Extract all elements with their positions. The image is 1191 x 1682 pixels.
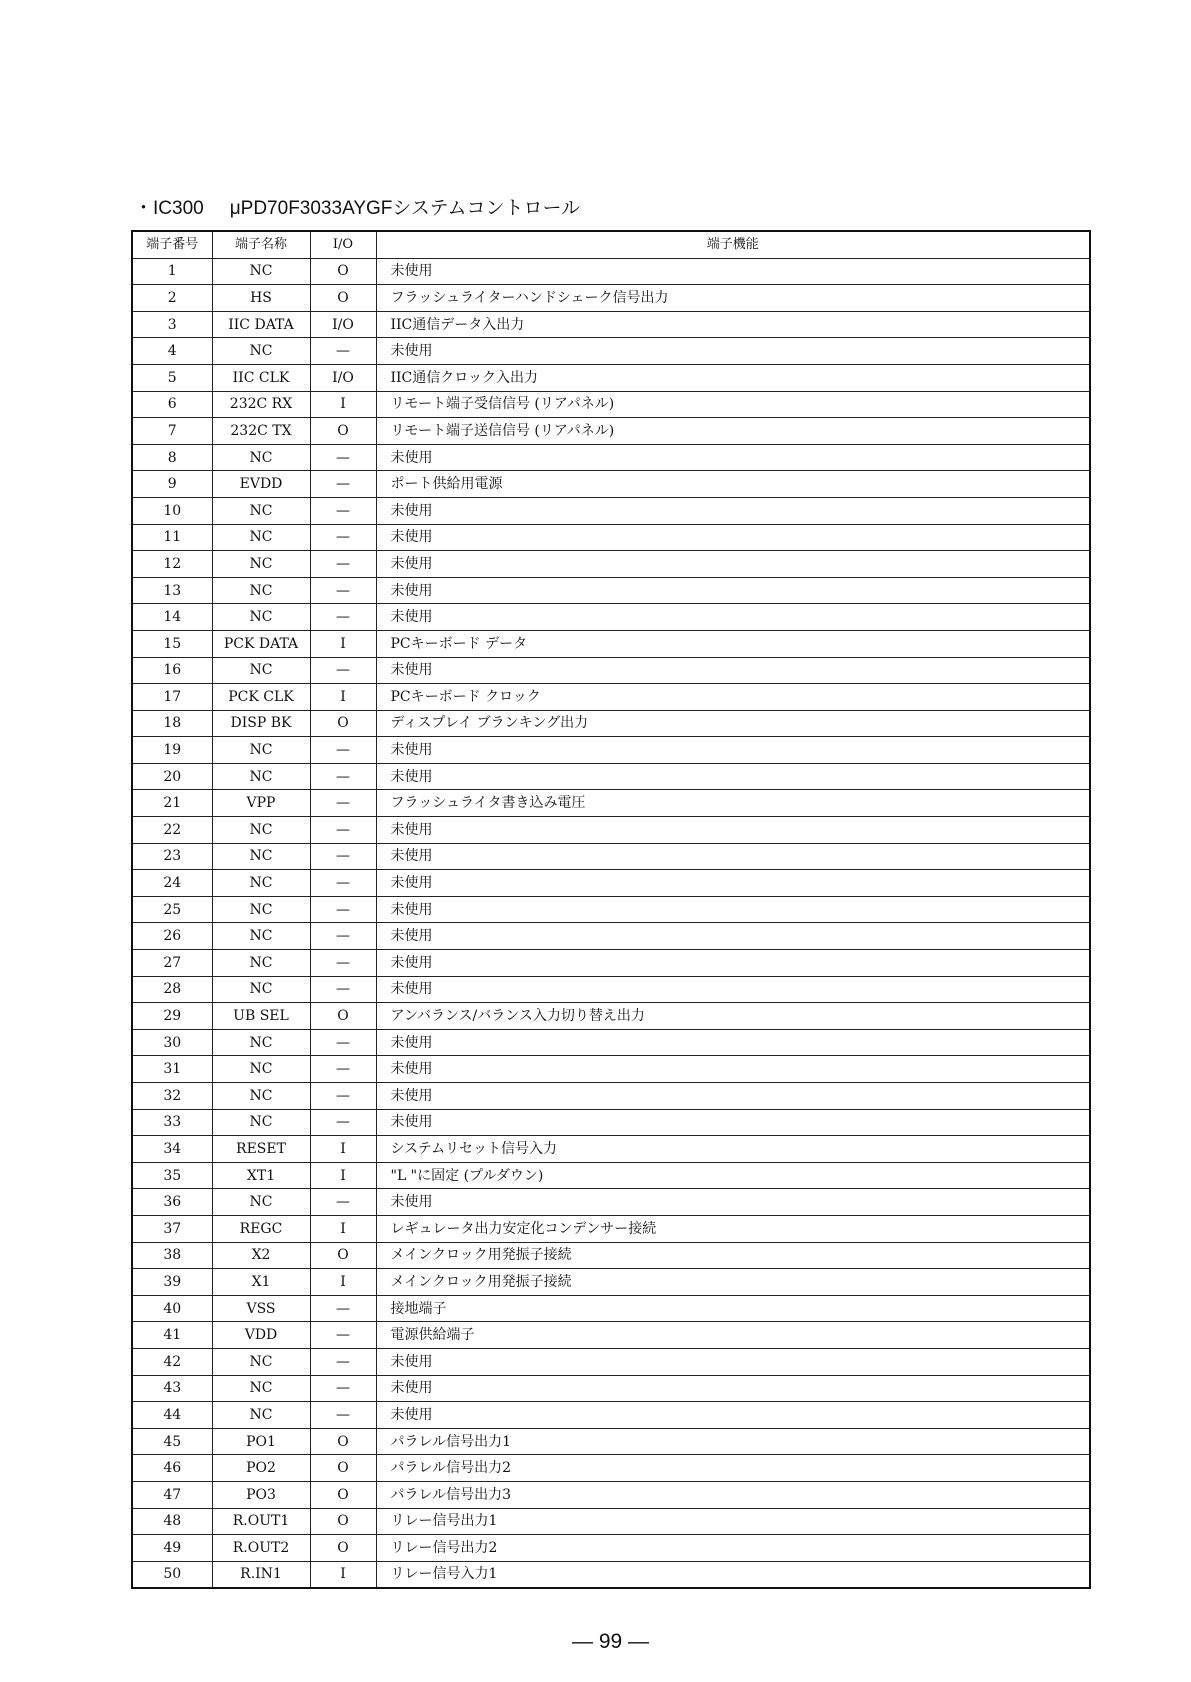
io-cell: I (310, 1215, 376, 1242)
pin-number-cell: 41 (132, 1322, 212, 1349)
pin-name-cell: NC (212, 1375, 310, 1402)
table-row (132, 630, 1090, 657)
header-pin-name: 端子名称 (212, 231, 310, 258)
pin-name-cell: R.OUT1 (212, 1508, 310, 1535)
pin-name-cell: NC (212, 896, 310, 923)
pin-function-cell: ポート供給用電源 (376, 471, 1090, 498)
header-io: I/O (310, 231, 376, 258)
io-cell: O (310, 1455, 376, 1482)
table-row (132, 1455, 1090, 1482)
pin-name-cell: NC (212, 577, 310, 604)
table-row (132, 1162, 1090, 1189)
table-row (132, 1136, 1090, 1163)
table-row (132, 497, 1090, 524)
pin-name-cell: PCK CLK (212, 684, 310, 711)
table-row (132, 471, 1090, 498)
io-cell: — (310, 763, 376, 790)
pin-function-cell: 未使用 (376, 338, 1090, 365)
table-row (132, 684, 1090, 711)
pin-number-cell: 24 (132, 870, 212, 897)
io-cell: — (310, 976, 376, 1003)
table-row (132, 870, 1090, 897)
pin-function-cell: 未使用 (376, 577, 1090, 604)
pin-function-cell: パラレル信号出力1 (376, 1428, 1090, 1455)
pin-function-cell: 未使用 (376, 1109, 1090, 1136)
section-heading (134, 193, 580, 220)
pin-function-cell: 未使用 (376, 657, 1090, 684)
pin-function-cell: IIC通信データ入出力 (376, 311, 1090, 338)
pin-name-cell: VSS (212, 1295, 310, 1322)
pin-name-cell: VDD (212, 1322, 310, 1349)
pin-function-cell: 未使用 (376, 976, 1090, 1003)
pin-function-cell: "L "に固定 (プルダウン) (376, 1162, 1090, 1189)
io-cell: — (310, 657, 376, 684)
io-cell: — (310, 497, 376, 524)
pin-number-cell: 25 (132, 896, 212, 923)
table-row (132, 285, 1090, 312)
table-row (132, 311, 1090, 338)
io-cell: — (310, 1109, 376, 1136)
table-row (132, 976, 1090, 1003)
pin-number-cell: 7 (132, 418, 212, 445)
pin-name-cell: NC (212, 1109, 310, 1136)
io-cell: — (310, 923, 376, 950)
pin-name-cell: REGC (212, 1215, 310, 1242)
pin-name-cell: NC (212, 657, 310, 684)
pin-number-cell: 16 (132, 657, 212, 684)
pin-name-cell: NC (212, 338, 310, 365)
io-cell: — (310, 524, 376, 551)
pin-function-cell: 未使用 (376, 1375, 1090, 1402)
table-row (132, 364, 1090, 391)
table-row (132, 1242, 1090, 1269)
pin-name-cell: NC (212, 1083, 310, 1110)
table-row (132, 1481, 1090, 1508)
pin-function-cell: 接地端子 (376, 1295, 1090, 1322)
pin-number-cell: 39 (132, 1269, 212, 1296)
pin-number-cell: 38 (132, 1242, 212, 1269)
io-cell: I (310, 1162, 376, 1189)
pin-name-cell: R.IN1 (212, 1561, 310, 1588)
pin-name-cell: NC (212, 1348, 310, 1375)
pin-name-cell: HS (212, 285, 310, 312)
pin-number-cell: 17 (132, 684, 212, 711)
pin-function-cell: PCキーボード データ (376, 630, 1090, 657)
table-row (132, 1322, 1090, 1349)
io-cell: — (310, 444, 376, 471)
header-pin-function: 端子機能 (376, 231, 1090, 258)
table-row (132, 604, 1090, 631)
io-cell: I/O (310, 364, 376, 391)
table-row (132, 1402, 1090, 1429)
pin-function-cell: レギュレータ出力安定化コンデンサー接続 (376, 1215, 1090, 1242)
table-row (132, 524, 1090, 551)
pin-number-cell: 27 (132, 950, 212, 977)
pin-number-cell: 2 (132, 285, 212, 312)
io-cell: — (310, 790, 376, 817)
page-number: — 99 — (572, 1630, 650, 1653)
pin-function-cell: パラレル信号出力3 (376, 1481, 1090, 1508)
pin-function-cell: リレー信号出力2 (376, 1535, 1090, 1562)
pin-name-cell: NC (212, 1056, 310, 1083)
pin-name-cell: NC (212, 1402, 310, 1429)
io-cell: I (310, 391, 376, 418)
pin-name-cell: DISP BK (212, 710, 310, 737)
pin-function-cell: 未使用 (376, 551, 1090, 578)
io-cell: O (310, 285, 376, 312)
pin-name-cell: NC (212, 1189, 310, 1216)
io-cell: O (310, 1428, 376, 1455)
pin-number-cell: 14 (132, 604, 212, 631)
io-cell: — (310, 1402, 376, 1429)
pin-function-table (131, 230, 1091, 1589)
pin-number-cell: 21 (132, 790, 212, 817)
pin-number-cell: 42 (132, 1348, 212, 1375)
pin-name-cell: NC (212, 444, 310, 471)
pin-function-cell: 未使用 (376, 1348, 1090, 1375)
pin-function-cell: リレー信号出力1 (376, 1508, 1090, 1535)
table-row (132, 551, 1090, 578)
pin-number-cell: 1 (132, 258, 212, 285)
pin-name-cell: PO1 (212, 1428, 310, 1455)
pin-function-cell: 未使用 (376, 1083, 1090, 1110)
pin-function-cell: 未使用 (376, 923, 1090, 950)
pin-function-cell: 未使用 (376, 444, 1090, 471)
io-cell: I (310, 1269, 376, 1296)
table-row (132, 737, 1090, 764)
pin-number-cell: 23 (132, 843, 212, 870)
pin-number-cell: 20 (132, 763, 212, 790)
pin-number-cell: 8 (132, 444, 212, 471)
pin-function-cell: パラレル信号出力2 (376, 1455, 1090, 1482)
pin-name-cell: XT1 (212, 1162, 310, 1189)
pin-name-cell: EVDD (212, 471, 310, 498)
table-row (132, 1189, 1090, 1216)
pin-number-cell: 37 (132, 1215, 212, 1242)
table-row (132, 1109, 1090, 1136)
pin-name-cell: NC (212, 524, 310, 551)
io-cell: — (310, 1083, 376, 1110)
table-row (132, 391, 1090, 418)
pin-function-cell: リレー信号入力1 (376, 1561, 1090, 1588)
io-cell: O (310, 1003, 376, 1030)
pin-number-cell: 12 (132, 551, 212, 578)
table-row (132, 1029, 1090, 1056)
io-cell: O (310, 1535, 376, 1562)
pin-name-cell: NC (212, 817, 310, 844)
io-cell: — (310, 817, 376, 844)
pin-number-cell: 26 (132, 923, 212, 950)
table-row (132, 1083, 1090, 1110)
io-cell: I/O (310, 311, 376, 338)
pin-name-cell: R.OUT2 (212, 1535, 310, 1562)
pin-function-cell: PCキーボード クロック (376, 684, 1090, 711)
pin-function-cell: 未使用 (376, 950, 1090, 977)
table-row (132, 843, 1090, 870)
pin-function-cell: フラッシュライタ書き込み電圧 (376, 790, 1090, 817)
table-row (132, 1535, 1090, 1562)
io-cell: — (310, 338, 376, 365)
table-row (132, 1215, 1090, 1242)
io-cell: — (310, 1295, 376, 1322)
io-cell: O (310, 258, 376, 285)
table-body (132, 258, 1090, 1588)
pin-number-cell: 44 (132, 1402, 212, 1429)
table-row (132, 1375, 1090, 1402)
io-cell: — (310, 577, 376, 604)
pin-number-cell: 9 (132, 471, 212, 498)
pin-name-cell: PO2 (212, 1455, 310, 1482)
pin-name-cell: PCK DATA (212, 630, 310, 657)
pin-function-cell: メインクロック用発振子接続 (376, 1269, 1090, 1296)
pin-number-cell: 50 (132, 1561, 212, 1588)
pin-name-cell: NC (212, 258, 310, 285)
table-header-row (132, 231, 1090, 258)
pin-number-cell: 33 (132, 1109, 212, 1136)
io-cell: O (310, 1242, 376, 1269)
heading-bullet: ・ (134, 198, 154, 219)
heading-ic-ref: IC300 (153, 198, 204, 219)
pin-number-cell: 11 (132, 524, 212, 551)
pin-name-cell: NC (212, 1029, 310, 1056)
pin-name-cell: NC (212, 604, 310, 631)
io-cell: I (310, 1561, 376, 1588)
pin-function-cell: リモート端子受信信号 (リアパネル) (376, 391, 1090, 418)
pin-function-cell: 未使用 (376, 1029, 1090, 1056)
table-row (132, 1003, 1090, 1030)
io-cell: — (310, 1056, 376, 1083)
pin-name-cell: 232C TX (212, 418, 310, 445)
pin-number-cell: 34 (132, 1136, 212, 1163)
pin-number-cell: 49 (132, 1535, 212, 1562)
io-cell: O (310, 418, 376, 445)
table-row (132, 710, 1090, 737)
table-row (132, 1428, 1090, 1455)
table-row (132, 258, 1090, 285)
io-cell: O (310, 710, 376, 737)
pin-function-cell: ディスプレイ ブランキング出力 (376, 710, 1090, 737)
io-cell: I (310, 1136, 376, 1163)
pin-number-cell: 10 (132, 497, 212, 524)
pin-number-cell: 3 (132, 311, 212, 338)
pin-name-cell: IIC DATA (212, 311, 310, 338)
pin-number-cell: 15 (132, 630, 212, 657)
pin-number-cell: 22 (132, 817, 212, 844)
pin-function-cell: 電源供給端子 (376, 1322, 1090, 1349)
pin-number-cell: 35 (132, 1162, 212, 1189)
table-row (132, 790, 1090, 817)
io-cell: I (310, 630, 376, 657)
io-cell: — (310, 950, 376, 977)
pin-function-cell: フラッシュライターハンドシェーク信号出力 (376, 285, 1090, 312)
pin-function-cell: 未使用 (376, 524, 1090, 551)
pin-number-cell: 13 (132, 577, 212, 604)
io-cell: I (310, 684, 376, 711)
heading-title: μPD70F3033AYGFシステムコントロール (229, 198, 581, 219)
pin-number-cell: 28 (132, 976, 212, 1003)
pin-name-cell: NC (212, 870, 310, 897)
pin-number-cell: 48 (132, 1508, 212, 1535)
pin-name-cell: RESET (212, 1136, 310, 1163)
pin-number-cell: 31 (132, 1056, 212, 1083)
pin-name-cell: IIC CLK (212, 364, 310, 391)
table-row (132, 444, 1090, 471)
pin-number-cell: 47 (132, 1481, 212, 1508)
pin-function-cell: リモート端子送信信号 (リアパネル) (376, 418, 1090, 445)
pin-function-cell: 未使用 (376, 870, 1090, 897)
table-row (132, 763, 1090, 790)
pin-function-cell: 未使用 (376, 497, 1090, 524)
io-cell: — (310, 1348, 376, 1375)
pin-number-cell: 5 (132, 364, 212, 391)
pin-name-cell: NC (212, 843, 310, 870)
io-cell: — (310, 843, 376, 870)
table-row (132, 950, 1090, 977)
pin-name-cell: X2 (212, 1242, 310, 1269)
pin-name-cell: NC (212, 950, 310, 977)
pin-function-cell: 未使用 (376, 843, 1090, 870)
pin-function-cell: 未使用 (376, 604, 1090, 631)
io-cell: — (310, 604, 376, 631)
pin-number-cell: 45 (132, 1428, 212, 1455)
pin-number-cell: 40 (132, 1295, 212, 1322)
pin-name-cell: NC (212, 737, 310, 764)
pin-number-cell: 36 (132, 1189, 212, 1216)
pin-function-cell: 未使用 (376, 258, 1090, 285)
table-row (132, 923, 1090, 950)
table-row (132, 1348, 1090, 1375)
pin-number-cell: 29 (132, 1003, 212, 1030)
table-row (132, 896, 1090, 923)
pin-name-cell: NC (212, 497, 310, 524)
pin-function-cell: 未使用 (376, 1056, 1090, 1083)
pin-function-cell: メインクロック用発振子接続 (376, 1242, 1090, 1269)
table-row (132, 418, 1090, 445)
pin-number-cell: 30 (132, 1029, 212, 1056)
io-cell: — (310, 737, 376, 764)
io-cell: — (310, 1322, 376, 1349)
pin-name-cell: UB SEL (212, 1003, 310, 1030)
pin-function-cell: 未使用 (376, 896, 1090, 923)
pin-number-cell: 43 (132, 1375, 212, 1402)
io-cell: — (310, 1029, 376, 1056)
pin-number-cell: 6 (132, 391, 212, 418)
table-row (132, 1561, 1090, 1588)
table-row (132, 1269, 1090, 1296)
table-row (132, 1056, 1090, 1083)
pin-function-cell: アンバランス/バランス入力切り替え出力 (376, 1003, 1090, 1030)
pin-name-cell: PO3 (212, 1481, 310, 1508)
header-pin-number: 端子番号 (132, 231, 212, 258)
pin-number-cell: 32 (132, 1083, 212, 1110)
pin-name-cell: NC (212, 763, 310, 790)
pin-number-cell: 18 (132, 710, 212, 737)
io-cell: — (310, 471, 376, 498)
pin-name-cell: NC (212, 923, 310, 950)
table-row (132, 657, 1090, 684)
pin-function-cell: 未使用 (376, 737, 1090, 764)
io-cell: O (310, 1481, 376, 1508)
pin-function-cell: 未使用 (376, 1402, 1090, 1429)
table-row (132, 1508, 1090, 1535)
pin-name-cell: 232C RX (212, 391, 310, 418)
pin-function-cell: システムリセット信号入力 (376, 1136, 1090, 1163)
pin-function-cell: 未使用 (376, 763, 1090, 790)
table-row (132, 577, 1090, 604)
pin-name-cell: X1 (212, 1269, 310, 1296)
io-cell: — (310, 551, 376, 578)
pin-number-cell: 4 (132, 338, 212, 365)
io-cell: — (310, 1189, 376, 1216)
io-cell: — (310, 896, 376, 923)
pin-name-cell: NC (212, 976, 310, 1003)
pin-function-cell: 未使用 (376, 817, 1090, 844)
table-row (132, 817, 1090, 844)
pin-name-cell: VPP (212, 790, 310, 817)
table-row (132, 1295, 1090, 1322)
table-row (132, 338, 1090, 365)
pin-function-cell: IIC通信クロック入出力 (376, 364, 1090, 391)
pin-number-cell: 19 (132, 737, 212, 764)
io-cell: — (310, 1375, 376, 1402)
pin-number-cell: 46 (132, 1455, 212, 1482)
pin-name-cell: NC (212, 551, 310, 578)
io-cell: O (310, 1508, 376, 1535)
pin-function-cell: 未使用 (376, 1189, 1090, 1216)
io-cell: — (310, 870, 376, 897)
